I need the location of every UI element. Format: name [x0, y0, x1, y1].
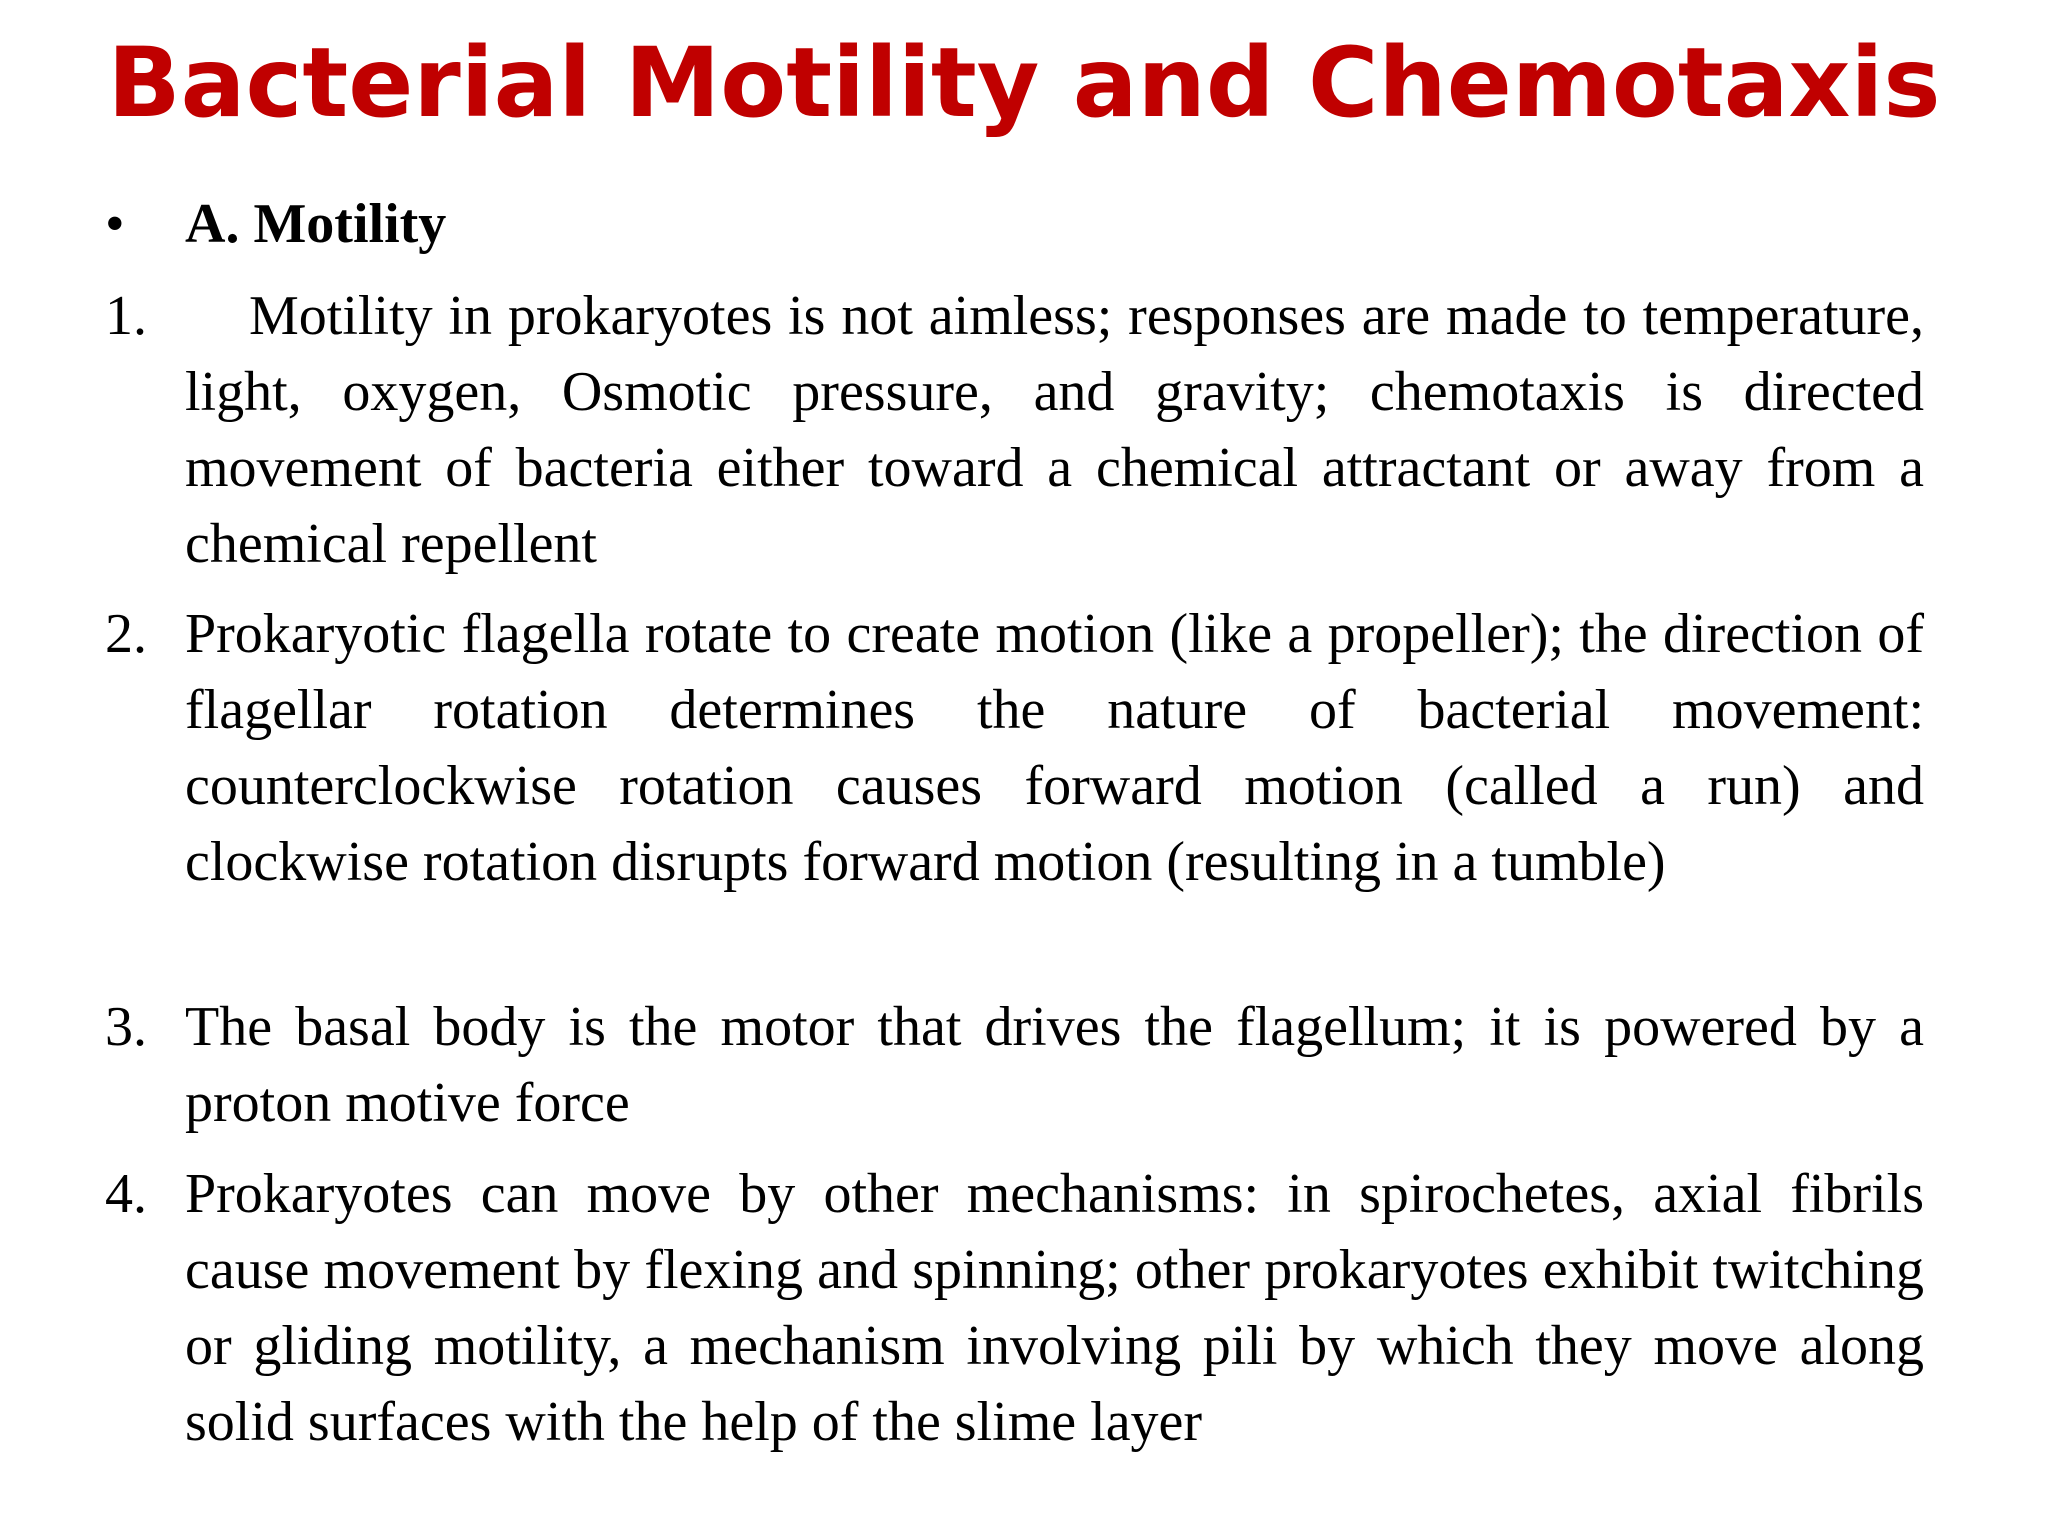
- list-item-text: The basal body is the motor that drives the flagellum; it is powered by a proton motive force: [185, 996, 1924, 1134]
- section-heading: A. Motility: [185, 193, 447, 255]
- list-item-number: 1.: [105, 285, 147, 347]
- slide-title: Bacterial Motility and Chemotaxis: [107, 27, 1941, 139]
- list-item-text: Prokaryotic flagella rotate to create motion (like a propeller); the direction of flagellar rotation determines the nature of bacterial movement: counterclockwise rotation causes forward motion (called a run) and clockwise rotation disrupts forward motion (resulting in a tumble): [185, 603, 1924, 893]
- list-item-number: 4.: [105, 1163, 147, 1225]
- list-item-text: Prokaryotes can move by other mechanisms: in spirochetes, axial fibrils cause movement by flexing and spinning; other prokaryotes exhibit twitching or gliding motility, a mechanism involving pili by which they move along solid surfaces with the help of the slime layer: [185, 1163, 1924, 1453]
- list-item-number: 3.: [105, 996, 147, 1058]
- list-item-text: Motility in prokaryotes is not aimless; responses are made to temperature, light, oxygen, Osmotic pressure, and gravity; chemotaxis is directed movement of bacteria either toward a chemical attractant or away from a chemical repellent: [185, 285, 1924, 575]
- bullet-dot-icon: •: [105, 193, 125, 255]
- list-item-number: 2.: [105, 603, 147, 665]
